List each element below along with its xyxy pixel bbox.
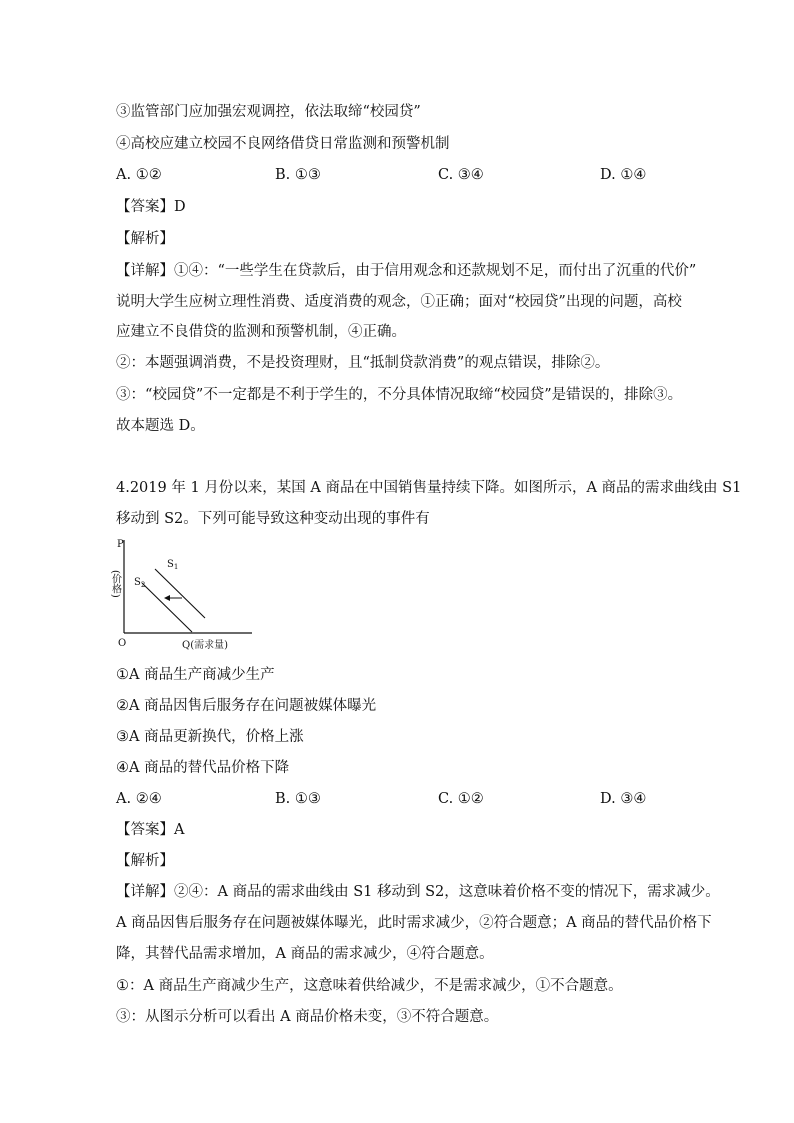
q3-analysis-heading: 【解析】 [116, 231, 174, 247]
x-axis-label: Q(需求量) [182, 640, 229, 651]
q3-answer: 【答案】D [116, 199, 186, 215]
q3-detail-line: ②：本题强调消费，不是投资理财，且“抵制贷款消费”的观点错误，排除②。 [116, 355, 610, 371]
origin-label: O [118, 638, 127, 649]
q4-detail-line: ①：A 商品生产商减少生产，这意味着供给减少，不是需求减少，①不合题意。 [116, 978, 623, 994]
q4-detail-line: 【详解】②④：A 商品的需求曲线由 S1 移动到 S2，这意味着价格不变的情况下，需求减少。 [116, 884, 720, 900]
demand-curve-graph [109, 536, 262, 654]
q3-detail-line: 应建立不良借贷的监测和预警机制，④正确。 [116, 324, 406, 340]
q4-detail-line: A 商品因售后服务存在问题被媒体曝光，此时需求减少，②符合题意；A 商品的替代品价格下 [116, 915, 712, 931]
q4-detail-line: ③：从图示分析可以看出 A 商品价格未变，③不符合题意。 [116, 1009, 499, 1025]
q4-option-a: A. ②④ [116, 791, 162, 807]
q4-option-b: B. ①③ [275, 791, 321, 807]
curve-s2 [142, 583, 192, 632]
q3-detail-line: 故本题选 D。 [116, 418, 205, 434]
shift-arrow-head [164, 595, 170, 601]
q3-detail-line: 说明大学生应树立理性消费、适度消费的观念，①正确；面对“校园贷”出现的问题，高校 [116, 294, 682, 310]
q3-detail-line: 【详解】①④：“一些学生在贷款后，由于信用观念和还款规划不足，而付出了沉重的代价” [116, 263, 697, 279]
y-axis-label-price: (价格) [109, 570, 121, 598]
q4-answer: 【答案】A [116, 822, 185, 838]
q3-detail-line: ③：“校园贷”不一定都是不利于学生的，不分具体情况取缔“校园贷”是错误的，排除③。 [116, 387, 683, 403]
q4-detail-line: 降，其替代品需求增加，A 商品的需求减少，④符合题意。 [116, 946, 494, 962]
q3-statement-4: ④高校应建立校园不良网络借贷日常监测和预警机制 [116, 136, 450, 152]
q4-stem-line: 移动到 S2。下列可能导致这种变动出现的事件有 [116, 511, 430, 527]
curve-s1-label: $S_1$ [167, 559, 179, 571]
q4-option-c: C. ①② [438, 791, 484, 807]
y-axis-label-p: P [117, 539, 124, 550]
curve-s1 [155, 569, 205, 618]
q4-statement-1: ①A 商品生产商减少生产 [116, 667, 275, 683]
q3-option-d: D. ①④ [600, 167, 647, 183]
q4-stem-line: 4.2019 年 1 月份以来，某国 A 商品在中国销售量持续下降。如图所示，A 商品的需求曲线由 S1 [116, 480, 742, 496]
q3-option-c: C. ③④ [438, 167, 484, 183]
q4-analysis-heading: 【解析】 [116, 853, 174, 869]
q3-option-a: A. ①② [116, 167, 162, 183]
q4-statement-2: ②A 商品因售后服务存在问题被媒体曝光 [116, 698, 377, 714]
q4-statement-3: ③A 商品更新换代，价格上涨 [116, 729, 304, 745]
q4-option-d: D. ③④ [600, 791, 647, 807]
curve-s2-label: $S_2$ [134, 577, 146, 589]
q4-statement-4: ④A 商品的替代品价格下降 [116, 760, 290, 776]
q3-statement-3: ③监管部门应加强宏观调控，依法取缔“校园贷” [116, 104, 421, 120]
q3-option-b: B. ①③ [275, 167, 321, 183]
